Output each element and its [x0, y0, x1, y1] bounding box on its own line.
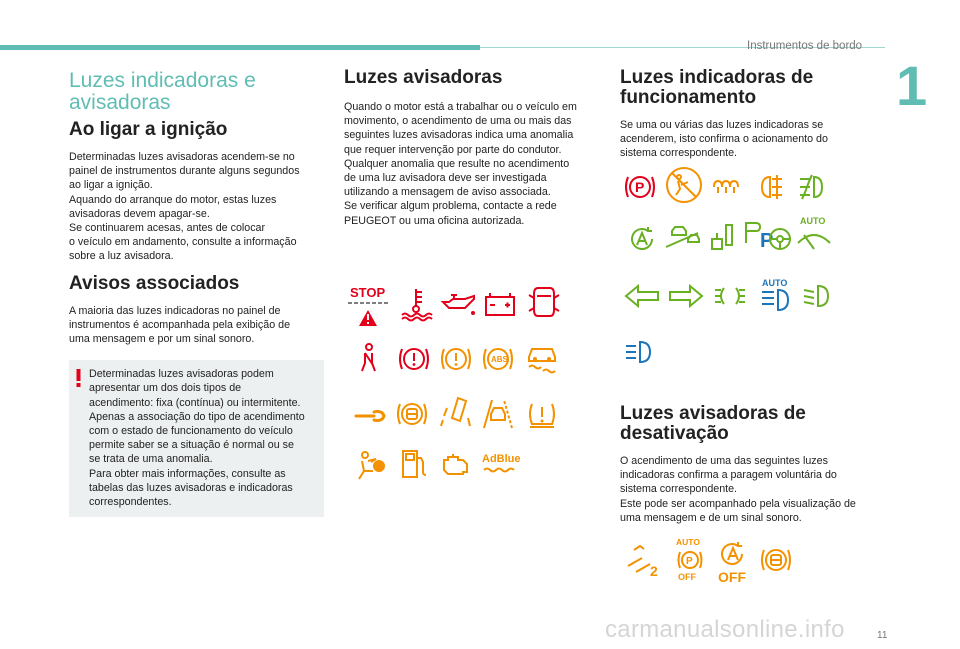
stability-control-icon	[524, 341, 560, 377]
text-line: com o estado de funcionamento do veículo	[89, 425, 293, 438]
heading-line: desativação	[620, 423, 729, 444]
column-indicator-lamps	[620, 68, 880, 161]
text-line: avisadoras devem apagar-se.	[69, 207, 210, 220]
section-title-line: avisadoras	[69, 91, 171, 114]
main-beam-icon	[622, 334, 658, 370]
driver-assist-icon	[480, 396, 516, 432]
text-line: seguintes luzes avisadoras indica uma anomalia	[344, 129, 574, 142]
door-open-icon	[526, 284, 562, 320]
glow-plug-icon	[710, 169, 746, 205]
column-ignition	[69, 70, 324, 517]
tyre-pressure-icon	[524, 396, 560, 432]
auto-text: AUTO	[676, 537, 700, 547]
auto-wipe-icon	[794, 213, 834, 255]
text-line: indicadoras confirma a paragem voluntária do	[620, 469, 837, 482]
text-line: uma mensagem e de um sinal sonoro.	[620, 511, 802, 524]
alerts-text	[69, 304, 324, 347]
text-line: sistema correspondente.	[620, 147, 738, 160]
text-line: Apenas a associação do tipo de acendimento	[89, 410, 305, 423]
text-line: ao ligar a ignição.	[69, 179, 153, 192]
lane-departure-icon	[438, 394, 474, 430]
text-line: correspondentes.	[89, 496, 172, 509]
stop-text: STOP	[350, 285, 386, 300]
functioning-text	[620, 118, 880, 161]
text-line: Aquando do arranque do motor, estas luzes	[69, 193, 277, 206]
text-line: sistema correspondente.	[620, 483, 738, 496]
adblue-icon	[480, 446, 524, 482]
two-text: 2	[650, 563, 658, 579]
header-title: Instrumentos de bordo	[747, 40, 863, 52]
cruise-control-icon	[706, 219, 742, 255]
steering-assist-icon	[762, 219, 798, 255]
auto-parking-brake-off-icon	[670, 536, 710, 582]
text-line: acendimento: fixa (contínua) ou intermitente.	[89, 396, 301, 409]
ignition-text	[69, 150, 324, 264]
text-line: Se continuarem acesas, antes de colocar	[69, 222, 266, 235]
auto-headlamp-icon	[756, 276, 796, 316]
text-line: movimento, o acendimento de uma ou mais das	[344, 115, 572, 128]
heading-line: funcionamento	[620, 87, 757, 108]
text-line: Quando o motor está a trabalhar ou o veículo em	[344, 101, 577, 113]
coolant-temperature-icon	[398, 286, 434, 322]
seatbelt-icon	[352, 341, 388, 377]
deactivation-heading	[620, 404, 880, 444]
text-line: Para obter mais informações, consulte as	[89, 467, 286, 480]
heading-line: Luzes avisadoras de	[620, 403, 806, 424]
text-line: utilizando a mensagem de aviso associada.	[344, 186, 551, 199]
front-fog-lamp-icon	[796, 169, 832, 205]
abs-text: ABS	[491, 355, 508, 364]
fuel-level-icon	[396, 446, 432, 482]
text-line: PEUGEOT ou uma oficina autorizada.	[344, 214, 525, 227]
text-line: Este pode ser acompanhado pela visualização de	[620, 497, 856, 510]
text-line: uma mensagem e por um sinal sonoro.	[69, 333, 255, 346]
header-accent-bar	[0, 45, 480, 50]
rear-fog-lamp-icon	[752, 169, 788, 205]
lane-assist-off-icon	[624, 540, 664, 580]
auto-text: AUTO	[762, 278, 788, 288]
watermark: carmanualsonline.info	[605, 616, 845, 643]
ignition-heading: Ao ligar a ignição	[69, 119, 228, 140]
parking-p-text: P	[635, 179, 645, 195]
stop-start-off-icon	[714, 538, 754, 584]
auto-text: AUTO	[800, 216, 826, 226]
stop-warning-icon	[346, 284, 390, 328]
side-lamps-icon	[712, 278, 748, 314]
oil-pressure-icon	[440, 286, 476, 322]
text-line: Se verificar algum problema, contacte a rede	[344, 200, 557, 213]
text-line: permite saber se a situação é normal ou se	[89, 439, 294, 452]
text-line: se trata de uma anomalia.	[89, 453, 213, 466]
braking-system-icon	[438, 341, 474, 377]
chapter-number: 1	[896, 54, 928, 117]
airbag-icon	[352, 448, 388, 484]
text-line: Determinadas luzes avisadoras podem	[89, 368, 274, 381]
functioning-heading	[620, 68, 880, 108]
text-line: instrumentos é acompanhada pela exibição de	[69, 318, 291, 331]
text-line: A maioria das luzes indicadoras no painel de	[69, 304, 281, 317]
brake-pad-icon	[394, 396, 430, 432]
text-line: painel de instrumentos durante alguns segundos	[69, 165, 300, 178]
parking-brake-icon	[622, 169, 658, 205]
text-line: sobre a luz avisadora.	[69, 250, 174, 263]
deactivation-section	[620, 404, 880, 525]
svg-text:P: P	[686, 556, 693, 567]
service-wrench-icon	[352, 396, 388, 432]
stop-start-icon	[624, 221, 660, 257]
alerts-heading: Avisos associados	[69, 272, 240, 294]
warning-lamps-text	[344, 100, 599, 228]
off-text: OFF	[718, 569, 746, 584]
text-line: acenderem, isto confirma o acionamento do	[620, 133, 828, 146]
page-number: 11	[877, 630, 888, 641]
warning-lamps-heading: Luzes avisadoras	[344, 67, 503, 88]
abs-icon	[480, 341, 516, 377]
battery-icon	[482, 286, 518, 322]
column-warning-lamps	[344, 68, 599, 228]
text-line: apresentar um dos dois tipos de	[89, 382, 242, 395]
airbag-off-icon	[664, 165, 704, 205]
distance-alert-icon	[662, 219, 702, 255]
dipped-beam-icon	[800, 278, 836, 314]
section-title	[69, 70, 324, 114]
exclamation-icon	[76, 369, 81, 387]
heading-line: Luzes indicadoras de	[620, 67, 814, 88]
right-turn-icon	[666, 278, 706, 314]
left-turn-icon	[622, 278, 662, 314]
section-title-line: Luzes indicadoras e	[69, 69, 256, 92]
deactivation-text	[620, 454, 880, 525]
text-line: de uma luz avisadora deve ser investigada	[344, 172, 547, 185]
brake-assist-off-icon	[758, 542, 794, 578]
text-line: Determinadas luzes avisadoras acendem-se no	[69, 151, 295, 163]
off-text: OFF	[678, 572, 696, 582]
text-line: que requer intervenção por parte do condutor.	[344, 143, 562, 156]
adblue-text: AdBlue	[482, 453, 521, 465]
note-box	[69, 360, 324, 517]
text-line: o veículo em andamento, consulte a informação	[69, 236, 297, 249]
brake-circle-icon	[396, 341, 432, 377]
park-p-text: P	[760, 230, 774, 252]
text-line: tabelas das luzes avisadoras e indicadoras	[89, 481, 293, 494]
text-line: Se uma ou várias das luzes indicadoras se	[620, 119, 824, 131]
text-line: Qualquer anomalia que resulte no acendimento	[344, 157, 570, 170]
text-line: O acendimento de uma das seguintes luzes	[620, 455, 828, 467]
engine-check-icon	[438, 446, 474, 482]
